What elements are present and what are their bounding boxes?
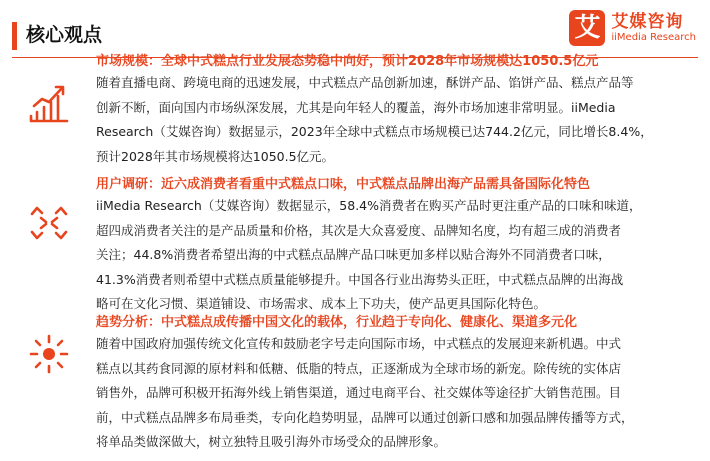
page-title: 核心观点 — [26, 24, 103, 46]
body-line: 创新不断，面向国内市场纵深发展，尤其是向年轻人的覆盖，海外市场加速非常明显。iiMedia — [96, 99, 616, 115]
target-arrows-icon — [28, 202, 70, 244]
sun-icon — [28, 333, 70, 375]
body-line: 随着直播电商、跨境电商的迅速发展，中式糕点产品创新加速，酥饼产品、馅饼产品、糕点产品等 — [96, 75, 634, 90]
body-line: 前，中式糕点品牌多布局垂类，专向化趋势明显，品牌可以通过创新口感和加强品牌传播等方式， — [96, 409, 634, 425]
section-market-size — [96, 53, 696, 169]
logo-name-cn: 艾媒咨询 — [611, 12, 684, 32]
section-heading: 用户调研：近六成消费者看重中式糕点口味，中式糕点品牌出海产品需具备国际化特色 — [96, 177, 591, 192]
section-body — [96, 194, 696, 317]
logo-text — [611, 12, 696, 44]
body-line: 41.3%消费者则希望中式糕点质量能够提升。中国各行业出海势头正旺，中式糕点品牌的出海战 — [96, 271, 624, 287]
body-line: 预计2028年其市场规模将达1050.5亿元。 — [96, 148, 335, 164]
title-accent-bar — [12, 22, 17, 50]
body-line: iiMedia Research（艾媒咨询）数据显示，58.4%消费者在购买产品时更注重产品的口味和味道， — [96, 198, 642, 213]
logo-mark-icon: 艾 — [569, 10, 605, 46]
body-line: 随着中国政府加强传统文化宣传和鼓励老字号走向国际市场，中式糕点的发展迎来新机遇。中式 — [96, 336, 622, 351]
growth-chart-icon — [28, 82, 70, 124]
section-body — [96, 332, 696, 455]
body-line: Research（艾媒咨询）数据显示，2023年全球中式糕点市场规模已达744.2亿元，同比增长8.4%， — [96, 124, 653, 139]
body-line: 略可在文化习惯、渠道铺设、市场需求、成本上下功夫，使产品更具国际化特色。 — [96, 296, 547, 311]
body-line: 销售外，品牌可积极开拓海外线上销售渠道，通过电商平台、社交媒体等途径扩大销售范围。目 — [96, 385, 622, 400]
body-line: 超四成消费者关注的是产品质量和价格，其次是大众喜爱度、品牌知名度，均有超三成的消费者 — [96, 222, 622, 238]
logo-name-en: iiMedia Research — [611, 32, 696, 43]
section-trend-analysis — [96, 314, 696, 455]
section-heading: 趋势分析：中式糕点成传播中国文化的载体，行业趋于专向化、健康化、渠道多元化 — [96, 315, 578, 330]
body-line: 关注；44.8%消费者希望出海的中式糕点品牌产品口味更加多样以贴合海外不同消费者口味， — [96, 247, 611, 262]
section-user-survey — [96, 176, 696, 317]
section-body — [96, 71, 696, 169]
body-line: 将单品类做深做大，树立独特且吸引海外市场受众的品牌形象。 — [96, 434, 447, 449]
body-line: 糕点以其药食同源的原材料和低糖、低脂的特点，正逐渐成为全球市场的新宠。除传统的实体店 — [96, 360, 622, 376]
brand-logo — [569, 10, 696, 46]
section-heading: 市场规模：全球中式糕点行业发展态势稳中向好，预计2028年市场规模达1050.5亿元 — [96, 54, 599, 69]
